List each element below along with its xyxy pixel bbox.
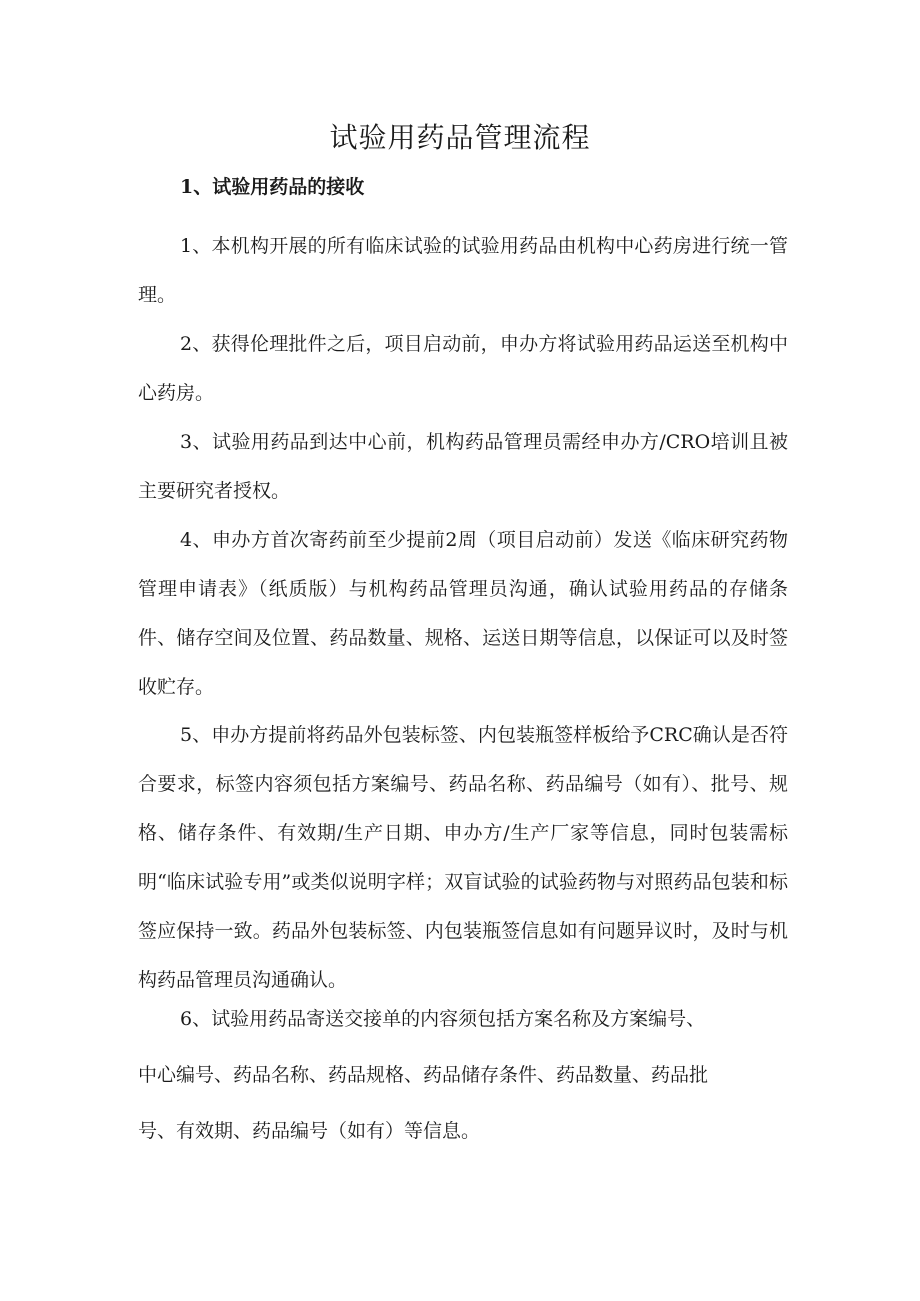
paragraph-5: 5、申办方提前将药品外包装标签、内包装瓶签样板给予CRC确认是否符合要求，标签内容须包括方案编号、药品名称、药品编号（如有）、批号、规格、储存条件、有效期/生产日期、申办方/生产厂家等信息，同时包装需标明“临床试验专用”或类似说明字样；双盲试验的试验药物与对照药品包装和标签应保持一致。药品外包装标签、内包装瓶签信息如有问题异议时，及时与机构药品管理员沟通确认。 bbox=[138, 724, 788, 991]
paragraph-2: 2、获得伦理批件之后，项目启动前，申办方将试验用药品运送至机构中心药房。 bbox=[138, 333, 788, 404]
paragraph-6-line-3: 号、有效期、药品编号（如有）等信息。 bbox=[138, 1120, 481, 1142]
paragraph-6-line-1: 6、试验用药品寄送交接单的内容须包括方案名称及方案编号、 bbox=[180, 1008, 706, 1030]
document-title: 试验用药品管理流程 bbox=[329, 121, 591, 154]
paragraph-3: 3、试验用药品到达中心前，机构药品管理员需经申办方/CRO培训且被主要研究者授权。 bbox=[138, 431, 788, 502]
section-heading: 1、试验用药品的接收 bbox=[180, 176, 365, 198]
paragraph-1: 1、本机构开展的所有临床试验的试验用药品由机构中心药房进行统一管理。 bbox=[138, 235, 788, 306]
paragraph-4: 4、申办方首次寄药前至少提前2周（项目启动前）发送《临床研究药物管理申请表》（纸质版）与机构药品管理员沟通，确认试验用药品的存储条件、储存空间及位置、药品数量、规格、运送日期等信息，以保证可以及时签收贮存。 bbox=[138, 529, 788, 698]
paragraph-6-line-2: 中心编号、药品名称、药品规格、药品储存条件、药品数量、药品批 bbox=[138, 1064, 709, 1086]
